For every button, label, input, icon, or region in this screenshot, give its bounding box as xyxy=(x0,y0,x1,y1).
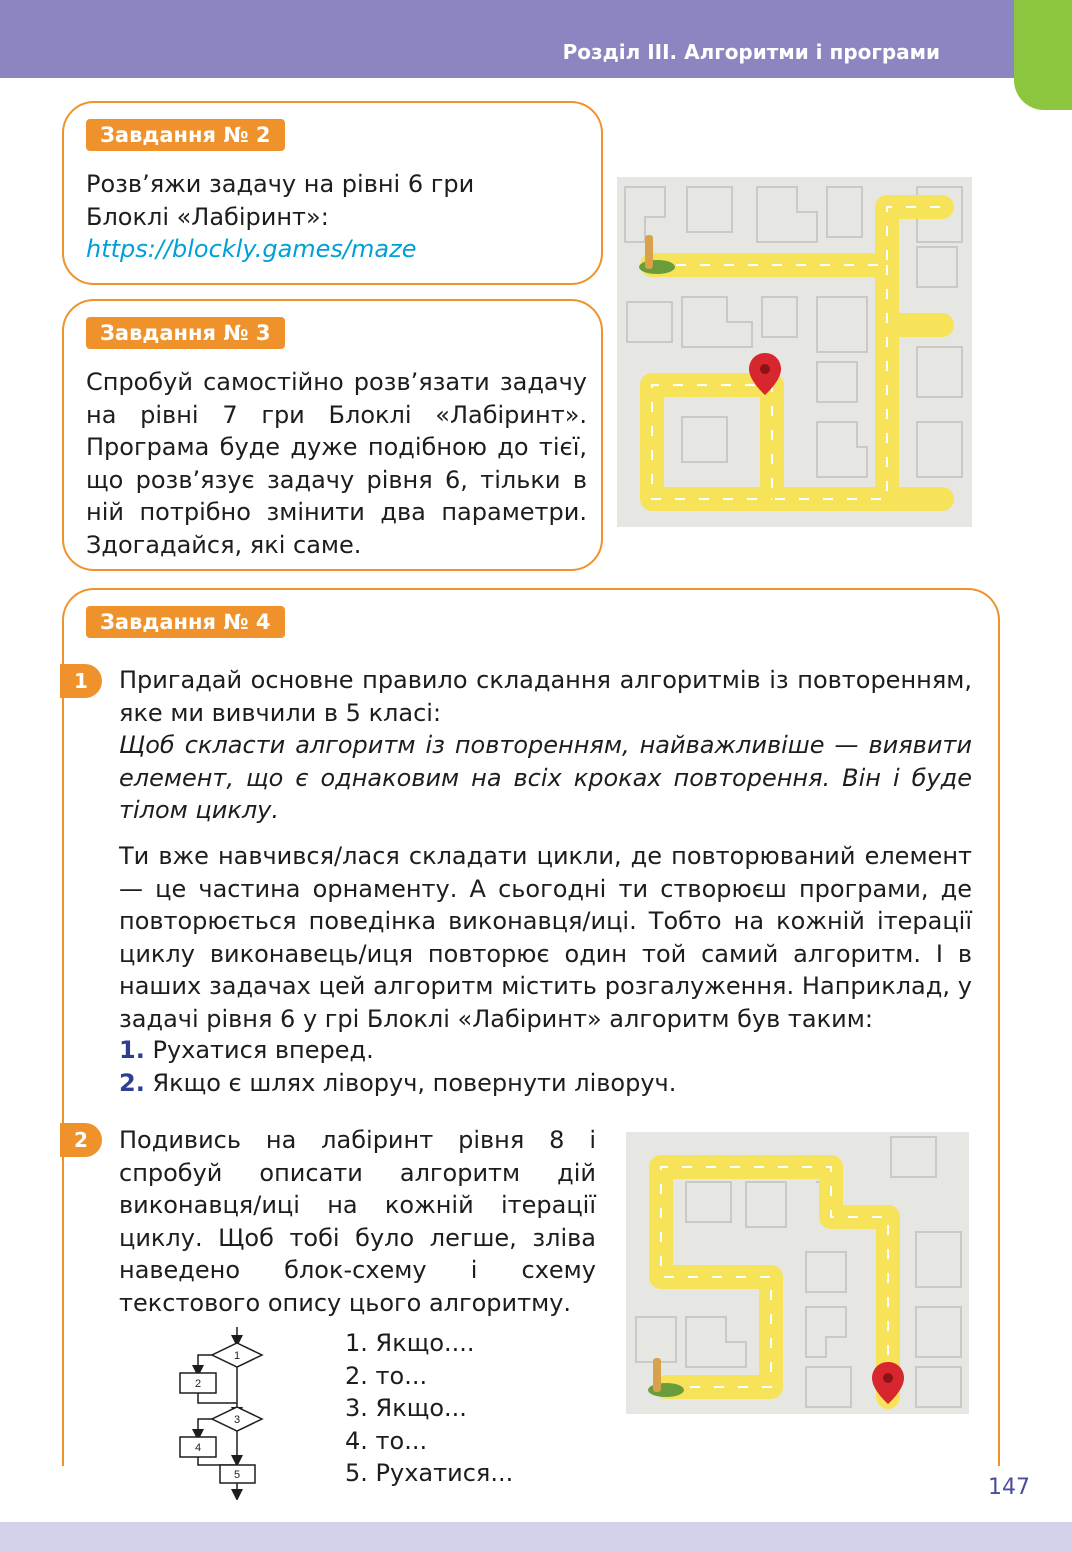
task-4-label: Завдання № 4 xyxy=(86,606,285,638)
scheme-item: 4. то... xyxy=(345,1426,428,1455)
step-2-text-scheme xyxy=(345,1327,513,1490)
footer-band xyxy=(0,1522,1072,1552)
flow-label: 2 xyxy=(194,1378,202,1390)
scheme-item: 5. Рухатися... xyxy=(345,1459,514,1487)
task-4-box-cut xyxy=(0,1466,1072,1526)
flow-label: 3 xyxy=(233,1414,241,1426)
maze-level-8-image xyxy=(626,1132,969,1414)
step-1-item: 2. Якщо є шлях ліворуч, повернути ліворуч. xyxy=(119,1068,677,1097)
chapter-tab xyxy=(1014,0,1072,110)
task-3-text: Спробуй самостійно розв’язати задачу на рівні 7 гри Блоклі «Лабіринт». Програма буде дуже подібною до тієї, що розв’язує задачу рівня 6, тільки в ній потрібно змінити два параметри. Здогадайся, які саме. xyxy=(86,368,587,559)
scheme-item: 2. то... xyxy=(345,1361,428,1390)
chapter-header xyxy=(0,0,1040,78)
step-2-badge: 2 xyxy=(60,1123,102,1157)
flow-label: 4 xyxy=(194,1442,202,1454)
task-2-label: Завдання № 2 xyxy=(86,119,285,151)
step-1-badge: 1 xyxy=(60,664,102,698)
step-1-rule: Щоб скласти алгоритм із повторенням, найважливіше — виявити елемент, що є однаковим на всіх кроках повторення. Він і буде тілом циклу. xyxy=(119,731,972,824)
step-1-intro: Пригадай основне правило складання алгоритмів із повторенням, яке ми вивчили в 5 класі: xyxy=(119,666,972,727)
step-1-item: 1. Рухатися вперед. xyxy=(119,1036,374,1064)
chapter-title: Розділ III. Алгоритми і програми xyxy=(562,40,940,64)
scheme-item: 3. Якщо... xyxy=(345,1394,467,1422)
step-2-text: Подивись на лабіринт рівня 8 і спробуй описати алгоритм дій виконавця/иці на кожній ітерації циклу. Щоб тобі було легше, зліва наведено блок-схему і схему текстового опису цього алгоритму. xyxy=(119,1126,596,1317)
task-2-line-1: Розв’яжи задачу на рівні 6 гри xyxy=(86,170,475,198)
task-2-line-2: Блоклі «Лабіринт»: xyxy=(86,202,329,231)
flow-label: 5 xyxy=(233,1469,241,1481)
maze-link[interactable]: https://blockly.games/maze xyxy=(86,235,417,263)
page-number: 147 xyxy=(988,1475,1030,1500)
flow-label: 1 xyxy=(233,1350,241,1362)
task-3-label: Завдання № 3 xyxy=(86,317,285,349)
task-2-text xyxy=(86,168,586,266)
step-1-algorithm-list xyxy=(119,1034,676,1099)
step-1-paragraph: Ти вже навчився/лася складати цикли, де повторюваний елемент — це частина орнаменту. А сьогодні ти створюєш програми, де повторюється поведінка виконавця/иці. Тобто на кожній ітерації циклу виконавець/иця повторює один той самий алгоритм. І в наших задачах цей алгоритм містить розгалуження. Наприклад, у задачі рівня 6 у грі Блоклі «Лабіринт» алгоритм був таким: xyxy=(119,842,972,1033)
scheme-item: 1. Якщо.... xyxy=(345,1329,475,1357)
maze-level-7-image xyxy=(617,177,972,527)
flowchart xyxy=(170,1325,280,1500)
